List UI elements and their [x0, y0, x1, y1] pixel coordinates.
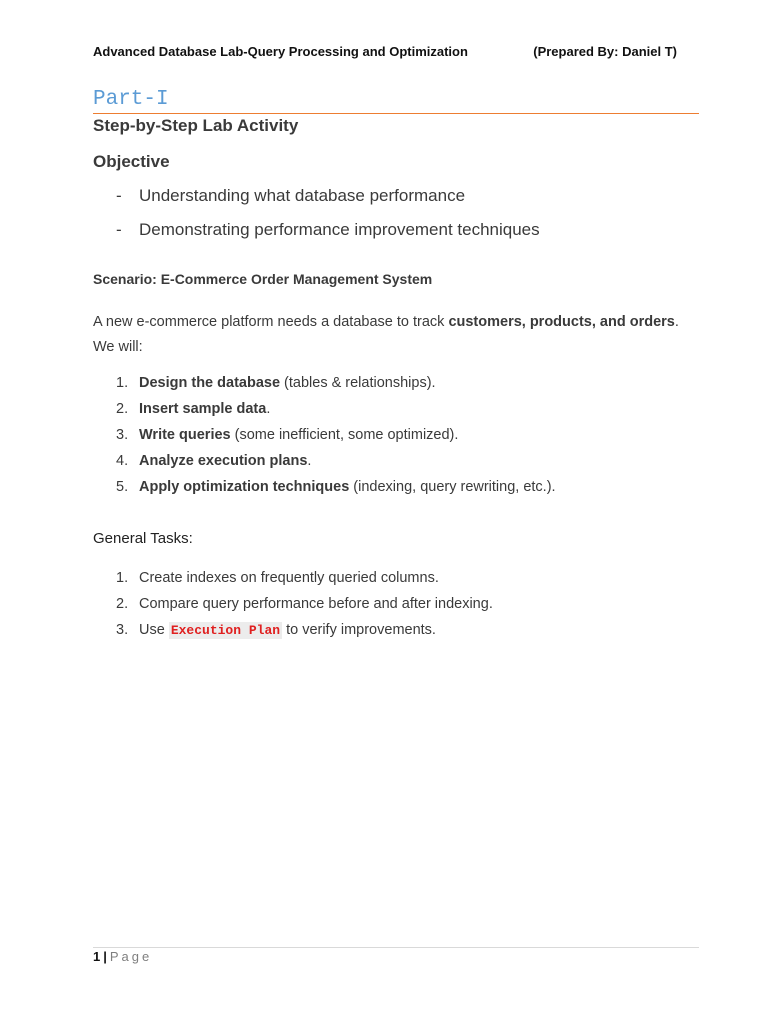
- page-footer: [93, 949, 152, 964]
- intro-prefix: A new e-commerce platform needs a database to track: [93, 314, 449, 330]
- step-title: Step-by-Step Lab Activity: [93, 116, 299, 135]
- bullet-dash: -: [116, 220, 122, 239]
- scenario-step: [116, 479, 556, 495]
- task-number: 2.: [116, 596, 129, 612]
- step-bold: Apply optimization techniques: [139, 479, 350, 495]
- scenario-step: [116, 427, 458, 443]
- objective-item: [116, 220, 540, 240]
- footer-rule: [93, 947, 699, 948]
- step-number: 1.: [116, 375, 129, 391]
- step-bold: Write queries: [139, 427, 231, 443]
- page-number: 1: [93, 949, 101, 964]
- scenario-step: [116, 375, 436, 391]
- task-number: 1.: [116, 570, 129, 586]
- header-title: Advanced Database Lab-Query Processing and Optimization: [93, 44, 468, 59]
- step-rest: (indexing, query rewriting, etc.).: [349, 479, 556, 495]
- step-bold: Insert sample data: [139, 401, 267, 417]
- step-number: 3.: [116, 427, 129, 443]
- footer-separator: |: [103, 949, 107, 964]
- part-title: Part-I: [93, 88, 169, 111]
- step-number: 4.: [116, 453, 129, 469]
- part-title-rule: [93, 113, 699, 114]
- general-tasks-heading: General Tasks:: [93, 530, 193, 547]
- step-rest: .: [266, 401, 271, 417]
- step-number: 5.: [116, 479, 129, 495]
- step-bold: Design the database: [139, 375, 281, 391]
- task-number: 3.: [116, 622, 129, 638]
- step-rest: (tables & relationships).: [280, 375, 436, 391]
- task-suffix: to verify improvements.: [282, 622, 436, 638]
- objective-item-text: Demonstrating performance improvement techniques: [139, 220, 540, 239]
- task-item: [116, 622, 436, 638]
- scenario-step: [116, 453, 311, 469]
- page-header: [93, 44, 677, 62]
- scenario-heading: Scenario: E-Commerce Order Management System: [93, 271, 433, 287]
- page-label: Page: [109, 949, 153, 964]
- scenario-step: [116, 401, 270, 417]
- step-rest: (some inefficient, some optimized).: [230, 427, 459, 443]
- intro-suffix: . We will:: [93, 314, 679, 355]
- task-item: [116, 596, 493, 612]
- step-bold: Analyze execution plans: [139, 453, 308, 469]
- task-text: Create indexes on frequently queried columns.: [139, 570, 439, 586]
- bullet-dash: -: [116, 186, 122, 205]
- step-rest: .: [307, 453, 312, 469]
- inline-code: Execution Plan: [170, 623, 281, 638]
- objective-heading: Objective: [93, 152, 170, 171]
- task-item: [116, 570, 439, 586]
- step-number: 2.: [116, 401, 129, 417]
- header-author: (Prepared By: Daniel T): [533, 44, 677, 59]
- intro-bold: customers, products, and orders: [448, 314, 675, 330]
- task-text: Compare query performance before and after indexing.: [139, 596, 493, 612]
- objective-item: [116, 186, 465, 206]
- scenario-intro: [93, 310, 683, 360]
- task-prefix: Use: [139, 622, 169, 638]
- objective-item-text: Understanding what database performance: [139, 186, 466, 205]
